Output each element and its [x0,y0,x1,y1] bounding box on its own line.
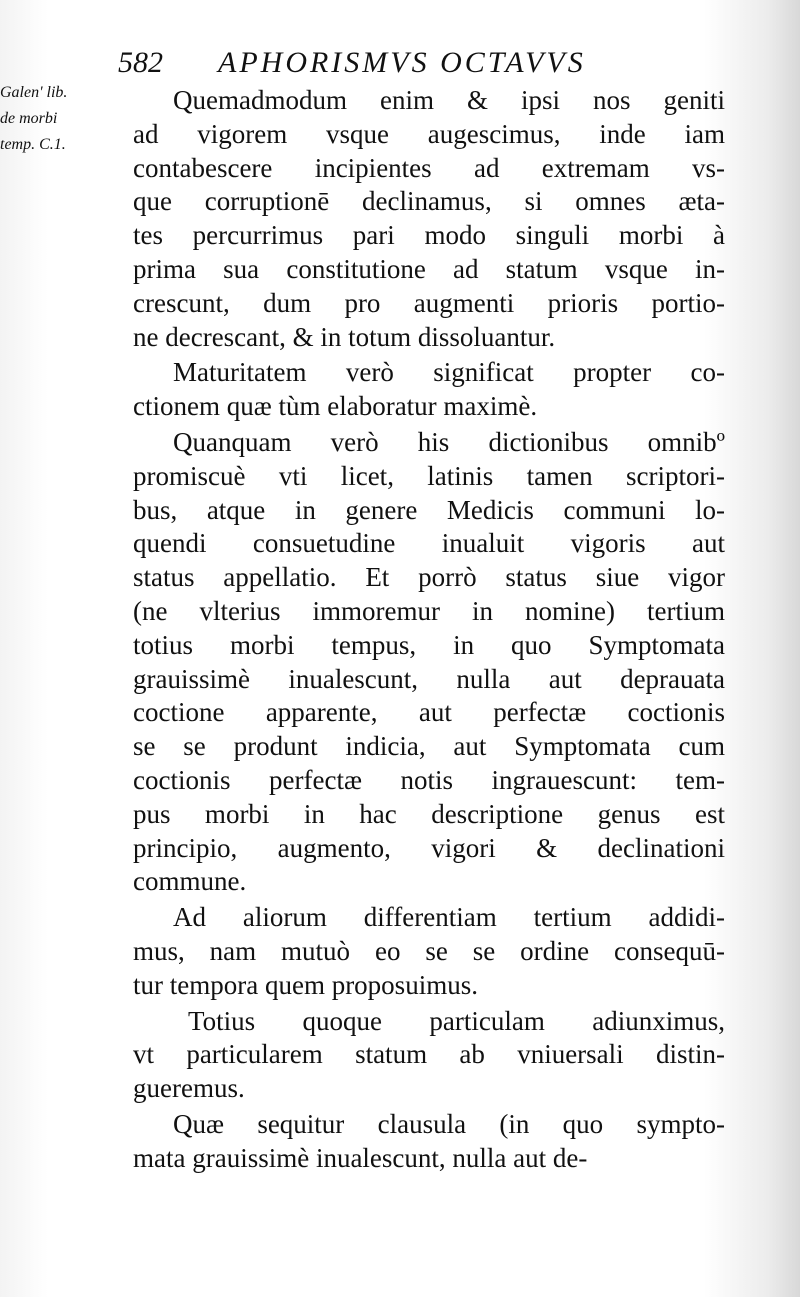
text-line: pus morbi in hac descriptione genus est [133,798,725,829]
text-line: tur tempora quem proposuimus. [133,969,478,1000]
text-line: se se produnt indicia, aut Symptomata cum [133,731,725,762]
text-line: (ne vlterius immoremur in nomine) tertium [133,595,725,626]
paragraph [133,1108,725,1176]
marginal-note-line: de morbi [0,110,58,127]
paragraph [133,84,725,354]
text-line: tes percurrimus pari modo singuli morbi à [133,220,725,251]
text-line: principio, augmento, vigori & declinationi [133,832,725,863]
text-line: quendi consuetudine inualuit vigoris aut [133,528,725,559]
text-line: promiscuè vti licet, latinis tamen scriptori- [133,460,725,491]
page-number: 582 [118,46,163,79]
body-text [133,84,725,1176]
text-line: prima sua constitutione ad statum vsque in- [133,253,725,284]
paragraph [133,356,725,424]
text-line: que corruptionē declinamus, si omnes æta- [133,186,725,217]
marginal-note [0,80,118,158]
text-line: Quemadmodum enim & ipsi nos geniti [173,85,725,115]
text-line: contabescere incipientes ad extremam vs- [133,152,725,183]
text-line: mus, nam mutuò eo se se ordine consequū- [133,935,725,966]
text-line: grauissimè inualescunt, nulla aut deprauata [133,663,725,694]
running-title: APHORISMVS OCTAVVS [218,46,586,79]
text-line: Totius quoque particulam adiunximus, [188,1005,725,1036]
text-line: commune. [133,866,247,897]
text-line: gueremus. [133,1073,245,1104]
text-line: crescunt, dum pro augmenti prioris portio- [133,287,725,318]
text-line: ctionem quæ tùm elaboratur maximè. [133,391,538,422]
text-line: vt particularem statum ab vniuersali distin- [133,1039,725,1070]
text-line: bus, atque in genere Medicis communi lo- [133,494,725,525]
paragraph [133,1005,725,1106]
text-line: totius morbi tempus, in quo Symptomata [133,629,725,660]
text-line: status appellatio. Et porrò status siue vigor [133,562,725,593]
text-line: mata grauissimè inualescunt, nulla aut de- [133,1142,588,1173]
text-line: ne decrescant, & in totum dissoluantur. [133,321,556,352]
text-line: Quæ sequitur clausula (in quo sympto- [173,1108,725,1139]
marginal-note-line: temp. C.1. [0,136,66,153]
text-line: coctionis perfectæ notis ingrauescunt: tem- [133,764,725,795]
text-line: Quanquam verò his dictionibus omnibº [173,426,725,457]
paragraph [133,901,725,1002]
page-header [118,40,678,88]
marginal-note-line: Galen' lib. [0,84,68,101]
text-line: coctione apparente, aut perfectæ coctionis [133,697,725,728]
paragraph [133,426,725,899]
text-line: Maturitatem verò significat propter co- [173,357,725,388]
text-line: ad vigorem vsque augescimus, inde iam [133,118,725,149]
text-line: Ad aliorum differentiam tertium addidi- [173,902,725,933]
